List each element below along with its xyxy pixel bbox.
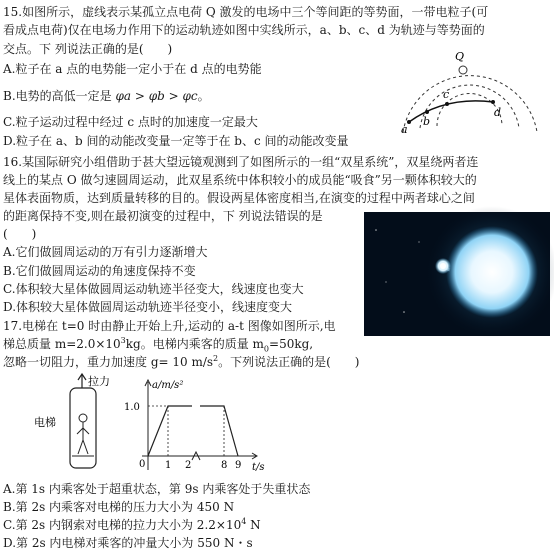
- label-a: a: [401, 123, 408, 136]
- x-tick-8: 8: [221, 460, 228, 471]
- q17-question-text: 。下列说法正确的是( ): [218, 355, 360, 369]
- q15-option-b: [3, 88, 210, 104]
- q16-option-b: B.它们做圆周运动的角速度保持不变: [3, 264, 196, 278]
- point-d: [491, 100, 495, 104]
- q17-option-c-unit: N: [246, 518, 261, 532]
- x-tick-9: 9: [235, 460, 242, 471]
- q16-stem-line3: 星体表面物质，达到质量转移的目的。假设两星体密度相当,在演变的过程中两者球心之间: [3, 191, 475, 205]
- q17-mass-exponent: 3: [120, 336, 126, 345]
- q17-mass-text: 梯总质量 m=2.0×10: [3, 337, 121, 351]
- acceleration-curve: [148, 406, 238, 456]
- point-b: [425, 110, 429, 114]
- q17-stem-line1: 17.电梯在 t=0 时由静止开始上升,运动的 a-t 图像如图所示,电: [3, 319, 336, 333]
- q15-option-b-formula: φa > φb > φc: [115, 89, 198, 103]
- rope-force-label: 拉力: [88, 375, 110, 388]
- q16-option-d: D.体积较大星体做圆周运动轨迹半径变小，线速度变大: [3, 300, 293, 314]
- q15-option-d: D.粒子在 a、b 间的动能改变量一定等于在 b、c 间的动能改变量: [3, 134, 349, 148]
- q17-stem-line3: [3, 354, 360, 370]
- q17-elevator-figure: [30, 374, 130, 474]
- elevator-label: 电梯: [34, 416, 56, 429]
- background-star-2: [403, 311, 405, 313]
- x-axis-label: t/s: [252, 462, 265, 473]
- q15-option-a: A.粒子在 a 点的电势能一定小于在 d 点的电势能: [3, 62, 262, 76]
- equipotential-middle: [420, 85, 519, 128]
- point-charge-q: [459, 66, 467, 74]
- q16-stem-line5: ( ): [3, 227, 37, 241]
- q15-option-b-prefix: B.电势的高低一定是: [3, 89, 116, 103]
- origin-label: 0: [139, 459, 146, 470]
- q15-stem-line3: 交点。下 列说法正确的是( ): [3, 42, 173, 56]
- label-d: d: [494, 106, 502, 119]
- label-b: b: [423, 115, 431, 128]
- q17-option-c-text: C.第 2s 内钢索对电梯的拉力大小为 2.2×10: [3, 518, 242, 532]
- q15-stem-line2: 看成点电荷)仅在电场力作用下的运动轨迹如图中实线所示，a、b、c、d 为轨迹与等势面的: [3, 23, 485, 37]
- q15-option-b-end: 。: [197, 89, 210, 103]
- binary-star-image: [364, 212, 550, 336]
- label-q: Q: [455, 50, 465, 63]
- q17-option-b: B.第 2s 内乘客对电梯的压力大小为 450 N: [3, 500, 235, 514]
- q17-option-c-exponent: 4: [241, 517, 247, 526]
- q17-gravity-text: 忽略一切阻力，重力加速度 g= 10 m/s: [3, 355, 214, 369]
- point-c: [445, 102, 449, 106]
- q17-option-a: A.第 1s 内乘客处于超重状态，第 9s 内乘客处于失重状态: [3, 482, 311, 496]
- background-star-3: [418, 241, 419, 242]
- small-star: [440, 263, 446, 269]
- q15-stem-line1: 15.如图所示，虚线表示某孤立点电荷 Q 激发的电场中三个等间距的等势面，一带电粒子(可: [3, 5, 489, 19]
- q15-equipotential-figure: [385, 40, 550, 140]
- q16-option-a: A.它们做圆周运动的万有引力逐渐增大: [3, 245, 208, 259]
- q17-stem-line2: [3, 336, 313, 352]
- q17-option-c: [3, 517, 261, 533]
- large-star: [446, 226, 538, 318]
- y-axis-label: a/m/s²: [152, 380, 184, 391]
- y-tick-label: 1.0: [124, 402, 140, 413]
- particle-trajectory: [409, 101, 493, 122]
- label-c: c: [443, 88, 450, 101]
- q17-passenger-mass-value: =50kg,: [269, 337, 314, 351]
- q17-option-d: D.第 2s 内电梯对乘客的冲量大小为 550 N・s: [3, 536, 253, 550]
- q16-stem-line2: 线上的某点 O 做匀速圆周运动，此双星系统中体积较小的成员能“吸食”另一颗体积较大的: [3, 173, 477, 187]
- point-a: [407, 120, 411, 124]
- q15-option-c: C.粒子运动过程中经过 c 点时的加速度一定最大: [3, 115, 258, 129]
- q17-passenger-mass-text: kg。电梯内乘客的质量 m: [125, 337, 264, 351]
- q17-gravity-exponent: 2: [213, 354, 219, 363]
- q16-option-c: C.体积较大星体做圆周运动轨迹半径变大，线速度也变大: [3, 282, 304, 296]
- q16-stem-line1: 16.某国际研究小组借助于甚大望远镜观测到了如图所示的一组“双星系统”，双星绕两者连: [3, 155, 479, 169]
- background-star-1: [375, 229, 377, 231]
- q17-passenger-mass-subscript: 0: [263, 344, 270, 354]
- q16-stem-line4: 的距离保持不变,则在最初演变的过程中，下 列说法错误的是: [3, 209, 323, 223]
- x-tick-2: 2: [185, 460, 192, 471]
- x-tick-1: 1: [165, 460, 172, 471]
- q17-acceleration-time-chart: [124, 376, 270, 476]
- background-star-4: [385, 281, 386, 282]
